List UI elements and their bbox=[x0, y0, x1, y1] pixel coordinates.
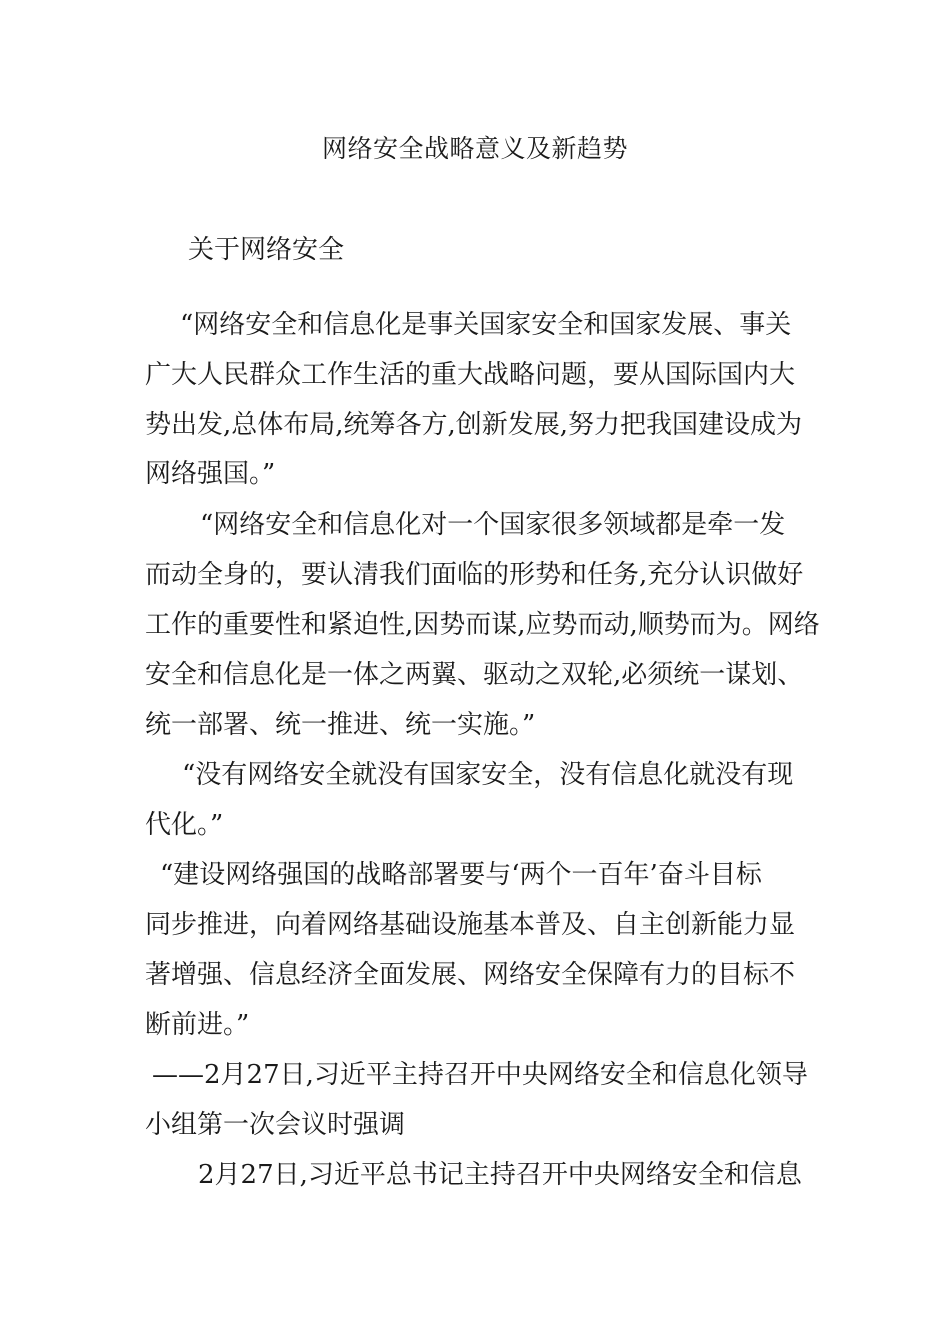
attribution-line: 小组第一次会议时强调 bbox=[145, 1110, 406, 1140]
paragraph-line: 安全和信息化是一体之两翼、驱动之双轮,必须统一谋划、 bbox=[145, 660, 804, 690]
section-heading: 关于网络安全 bbox=[188, 235, 345, 265]
paragraph-line: 代化。” bbox=[145, 810, 224, 840]
paragraph-line: 断前进。” bbox=[145, 1010, 250, 1040]
document-title: 网络安全战略意义及新趋势 bbox=[321, 134, 628, 163]
paragraph-line: “建设网络强国的战略部署要与‘两个一百年’奋斗目标 bbox=[160, 860, 762, 890]
paragraph-line: 广大人民群众工作生活的重大战略问题，要从国际国内大 bbox=[145, 360, 796, 390]
paragraph-line: 势出发,总体布局,统筹各方,创新发展,努力把我国建设成为 bbox=[145, 410, 803, 440]
paragraph-line: 网络强国。” bbox=[145, 459, 276, 489]
paragraph-line: “没有网络安全就没有国家安全，没有信息化就没有现 bbox=[182, 760, 794, 790]
paragraph-line: 统一部署、统一推进、统一实施。” bbox=[145, 710, 536, 740]
paragraph-line: 同步推进，向着网络基础设施基本普及、自主创新能力显 bbox=[145, 910, 796, 940]
paragraph-line: 工作的重要性和紧迫性,因势而谋,应势而动,顺势而为。网络 bbox=[145, 610, 820, 640]
paragraph-line: 著增强、信息经济全面发展、网络安全保障有力的目标不 bbox=[145, 960, 796, 990]
paragraph-line: “网络安全和信息化是事关国家安全和国家发展、事关 bbox=[180, 310, 792, 340]
paragraph-line: 而动全身的，要认清我们面临的形势和任务,充分认识做好 bbox=[145, 560, 804, 590]
attribution-line: ——2月27日,习近平主持召开中央网络安全和信息化领导 bbox=[152, 1060, 808, 1090]
paragraph-line: 2月27日,习近平总书记主持召开中央网络安全和信息 bbox=[198, 1160, 802, 1190]
paragraph-line: “网络安全和信息化对一个国家很多领域都是牵一发 bbox=[200, 510, 786, 540]
